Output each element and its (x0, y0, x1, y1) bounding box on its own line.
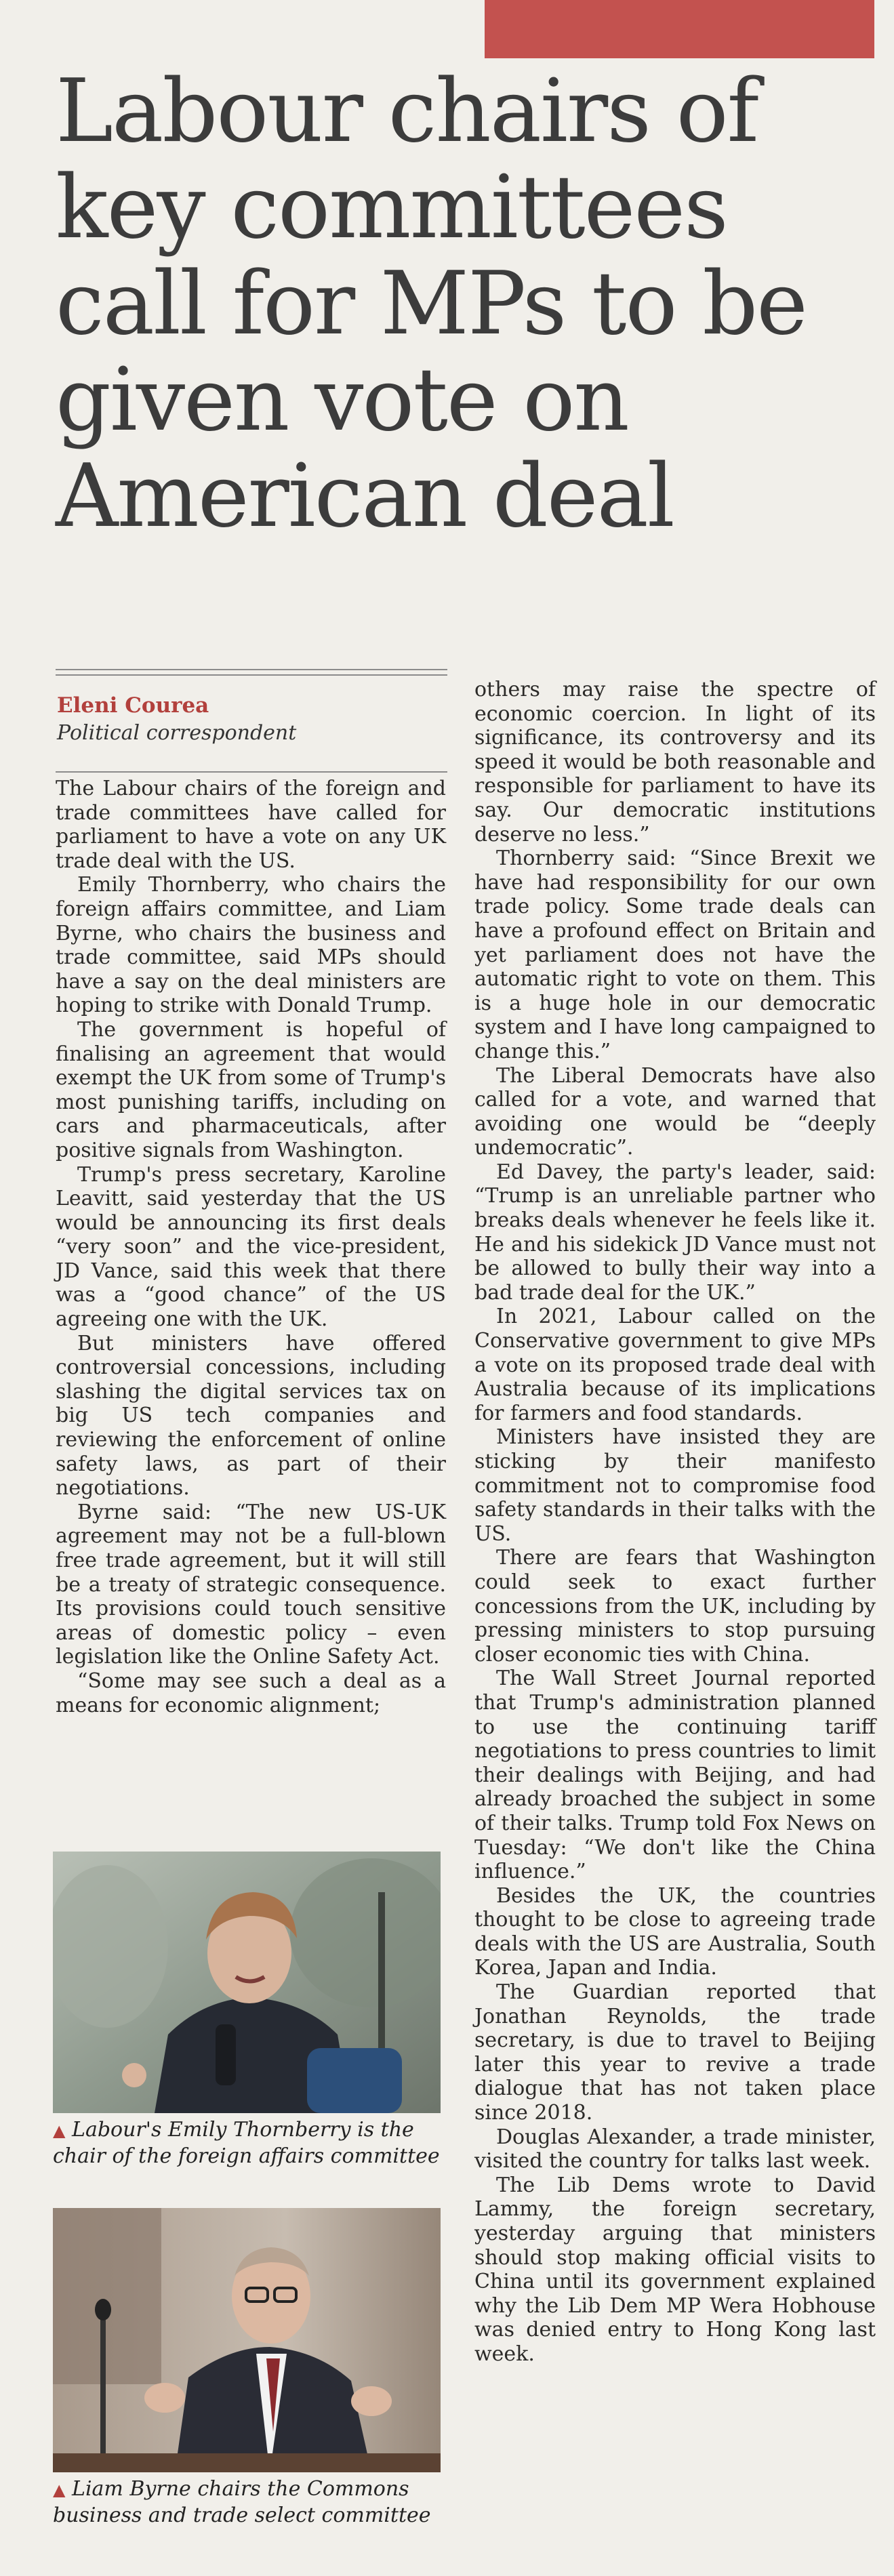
photo-thornberry (53, 1852, 441, 2113)
left-column (56, 777, 446, 1717)
paragraph: others may raise the spectre of economic coercion. In light of its significance, its controversy and its speed it would be both reasonable and responsible for parliament to have its say. Our democratic institutions deserve no less.” (474, 678, 876, 846)
paragraph: The government is hopeful of finalising an agreement that would exempt the UK from some of Trump's most punishing tariffs, including on cars and pharmaceuticals, after positive signals from Washington. (56, 1017, 446, 1162)
paragraph: But ministers have offered controversial concessions, including slashing the digital services tax on big US tech companies and reviewing the enforcement of online safety laws, as part of their negotiations. (56, 1331, 446, 1500)
paragraph: The Liberal Democrats have also called for a vote, and warned that avoiding one would be “deeply undemocratic”. (474, 1063, 876, 1160)
paragraph: Ministers have insisted they are sticking by their manifesto commitment not to compromise food safety standards in their talks with the US. (474, 1425, 876, 1546)
paragraph: “Some may see such a deal as a means for economic alignment; (56, 1669, 446, 1717)
paragraph: Ed Davey, the party's leader, said: “Trump is an unreliable partner who breaks deals whenever he feels like it. He and his sidekick JD Vance must not be allowed to bully their way into a bad trade deal for the UK.” (474, 1160, 876, 1305)
section-color-bar (485, 0, 874, 58)
byline-rule (56, 669, 447, 676)
paragraph: In 2021, Labour called on the Conservative government to give MPs a vote on its proposed trade deal with Australia because of its implications for farmers and food standards. (474, 1305, 876, 1425)
caption-text: Labour's Emily Thornberry is the chair of the foreign affairs committee (53, 2118, 440, 2168)
caption-marker-icon: ▲ (53, 2121, 66, 2140)
paragraph: Besides the UK, the countries thought to be close to agreeing trade deals with the US are Australia, South Korea, Japan and India. (474, 1883, 876, 1980)
paragraph: The Wall Street Journal reported that Trump's administration planned to use the continuing tariff negotiations to press countries to limit their dealings with Beijing, and had already broached the subject in some of their talks. Trump told Fox News on Tuesday: “We don't like the China influence.” (474, 1667, 876, 1884)
paragraph: Thornberry said: “Since Brexit we have had responsibility for our own trade policy. Some trade deals can have a profound effect on Britain and yet parliament does not have the automatic right to vote on them. This is a huge hole in our democratic system and I have long campaigned to change this.” (474, 846, 876, 1063)
paragraph: The Guardian reported that Jonathan Reynolds, the trade secretary, is due to travel to Beijing later this year to revive a trade dialogue that has not taken place since 2018. (474, 1980, 876, 2125)
paragraph: Byrne said: “The new US-UK agreement may not be a full-blown free trade agreement, but it will still be a treaty of strategic consequence. Its provisions could touch sensitive areas of domestic policy – even legislation like the Online Safety Act. (56, 1500, 446, 1669)
paragraph: Douglas Alexander, a trade minister, visited the country for talks last week. (474, 2125, 876, 2173)
headline: Labour chairs of key committees call for MPs to be given vote on American deal (56, 61, 807, 547)
paragraph: The Labour chairs of the foreign and trade committees have called for parliament to have a vote on any UK trade deal with the US. (56, 777, 446, 873)
caption-byrne (53, 2476, 453, 2528)
paragraph: The Lib Dems wrote to David Lammy, the foreign secretary, yesterday arguing that ministers should stop making official visits to China until its government explained why the Lib Dem MP Wera Hobhouse was denied entry to Hong Kong last week. (474, 2173, 876, 2366)
paragraph: Emily Thornberry, who chairs the foreign affairs committee, and Liam Byrne, who chairs the business and trade committee, said MPs should have a say on the deal ministers are hoping to strike with Donald Trump. (56, 873, 446, 1018)
caption-thornberry (53, 2117, 453, 2169)
photo-byrne (53, 2208, 441, 2472)
byline-author: Eleni Courea (57, 693, 209, 718)
caption-marker-icon: ▲ (53, 2480, 66, 2499)
paragraph: There are fears that Washington could seek to exact further concessions from the UK, including by pressing ministers to stop pursuing closer economic ties with China. (474, 1546, 876, 1667)
byline-role: Political correspondent (57, 721, 297, 745)
caption-text: Liam Byrne chairs the Commons business and trade select committee (53, 2477, 431, 2527)
paragraph: Trump's press secretary, Karoline Leavitt, said yesterday that the US would be announcing its first deals “very soon” and the vice-president, JD Vance, said this week that there was a “good chance” of the US agreeing one with the UK. (56, 1162, 446, 1332)
right-column (474, 678, 876, 2367)
column-rule (56, 771, 447, 773)
